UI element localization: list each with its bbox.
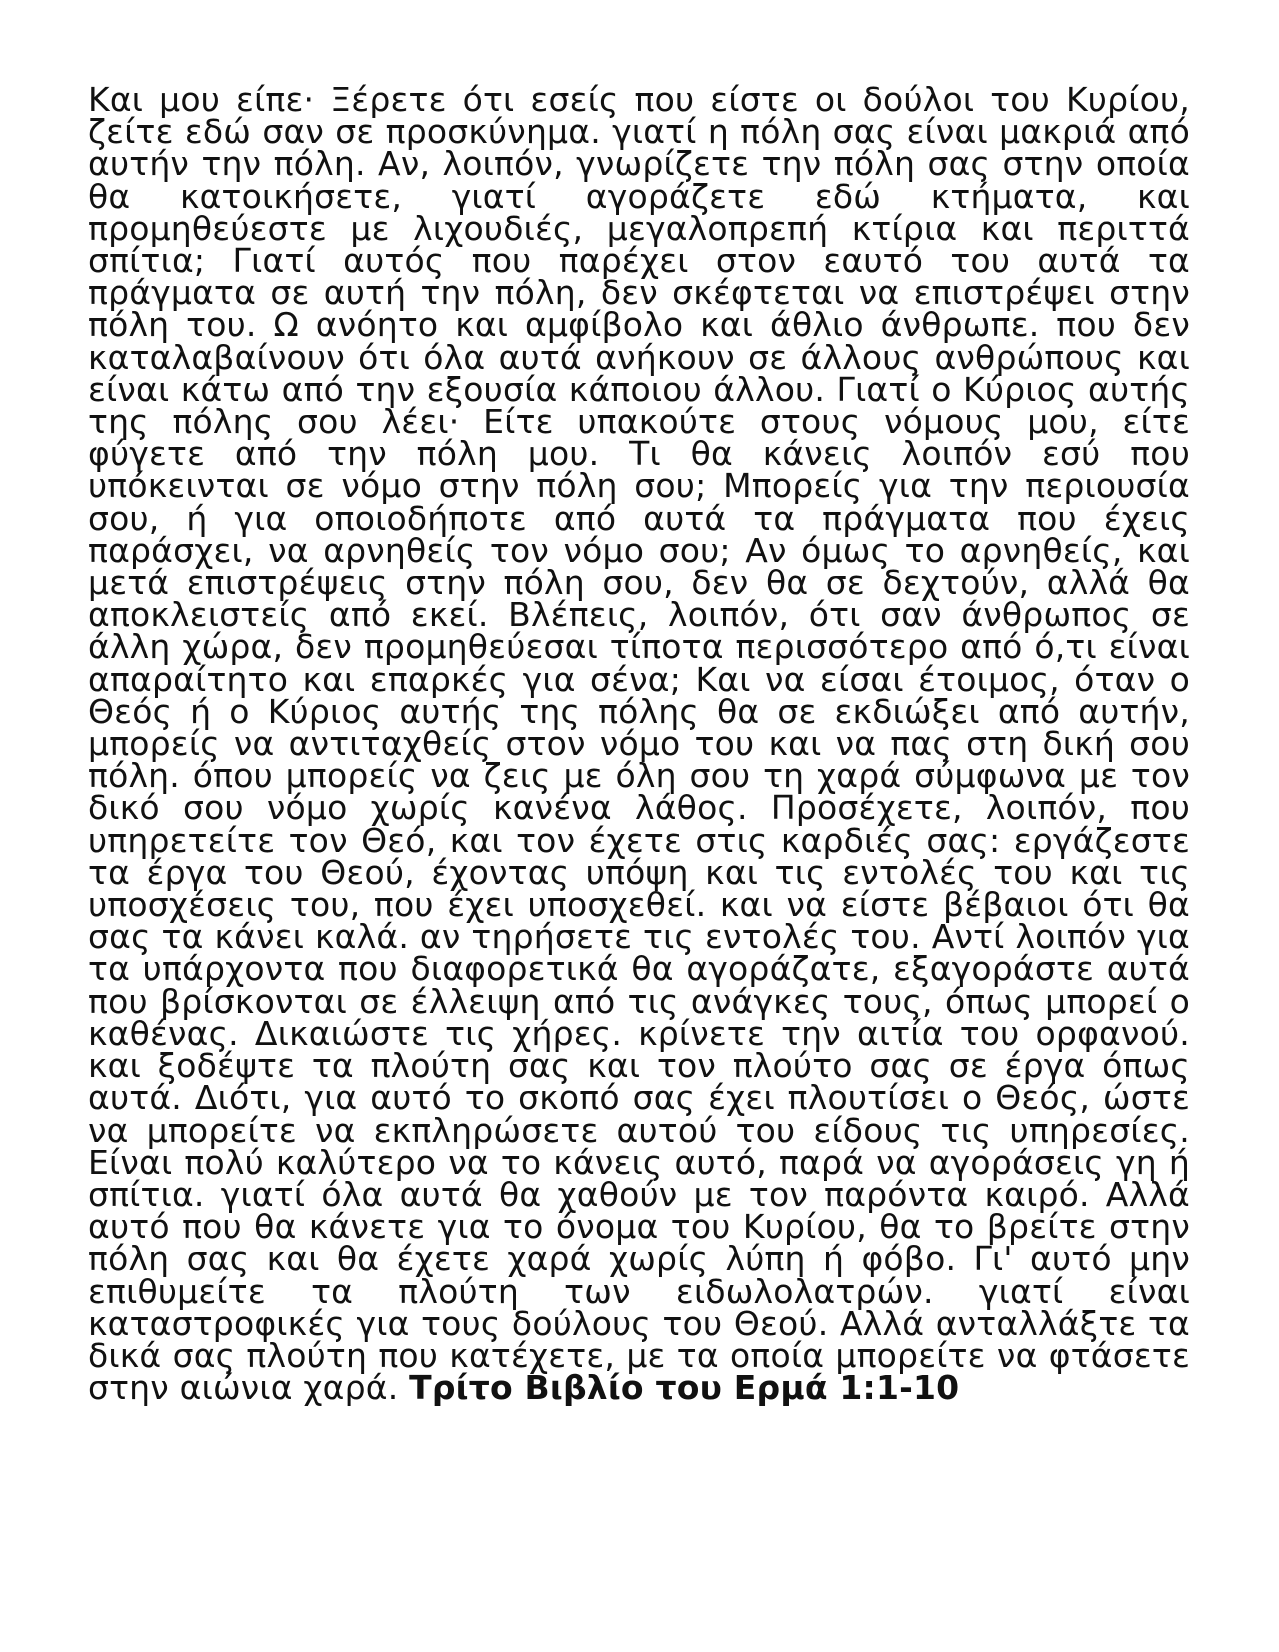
scripture-reference: Τρίτο Βιβλίο του Ερμά 1:1-10 [409, 1368, 960, 1408]
passage-body-text: Και μου είπε· Ξέρετε ότι εσείς που είστε οι δούλοι του Κυρίου, ζείτε εδώ σαν σε προσκύνημα. γιατί η πόλη σας είναι μακριά από αυτήν την πόλη. Αν, λοιπόν, γνωρίζετε την πόλη σας στην οποία θα κατοικήσετε, γιατί αγοράζετε εδώ κτήματα, και προμηθεύεστε με λιχουδιές, μεγαλοπρεπή κτίρια και περιττά σπίτια; Γιατί αυτός που παρέχει στον εαυτό του αυτά τα πράγματα σε αυτή την πόλη, δεν σκέφτεται να επιστρέψει στην πόλη του. Ω ανόητο και αμφίβολο και άθλιο άνθρωπε. που δεν καταλαβαίνουν ότι όλα αυτά ανήκουν σε άλλους ανθρώπους και είναι κάτω από την εξουσία κάποιου άλλου. Γιατί ο Κύριος αυτής της πόλης σου λέει· Είτε υπακούτε στους νόμους μου, είτε φύγετε από την πόλη μου. Τι θα κάνεις λοιπόν εσύ που υπόκεινται σε νόμο στην πόλη σου; Μπορείς για την περιουσία σου, ή για οποιοδήποτε από αυτά τα πράγματα που έχεις παράσχει, να αρνηθείς τον νόμο σου; Αν όμως το αρνηθείς, και μετά επιστρέψεις στην πόλη σου, δεν θα σε δεχτούν, αλλά θα αποκλειστείς από εκεί. Βλέπεις, λοιπόν, ότι σαν άνθρωπος σε άλλη χώρα, δεν προμηθεύεσαι τίποτα περισσότερο από ό,τι είναι απαραίτητο και επαρκές για σένα; Και να είσαι έτοιμος, όταν ο Θεός ή ο Κύριος αυτής της πόλης θα σε εκδιώξει από αυτήν, μπορείς να αντιταχθείς στον νόμο του και να πας στη δική σου πόλη. όπου μπορείς να ζεις με όλη σου τη χαρά σύμφωνα με τον δικό σου νόμο χωρίς κανένα λάθος. Προσέχετε, λοιπόν, που υπηρετείτε τον Θεό, και τον έχετε στις καρδιές σας: εργάζεστε τα έργα του Θεού, έχοντας υπόψη και τις εντολές του και τις υποσχέσεις του, που έχει υποσχεθεί. και να είστε βέβαιοι ότι θα σας τα κάνει καλά. αν τηρήσετε τις εντολές του. Αντί λοιπόν για τα υπάρχοντα που διαφορετικά θα αγοράζατε, εξαγοράστε αυτά που βρίσκονται σε έλλειψη από τις ανάγκες τους, όπως μπορεί ο καθένας. Δικαιώστε τις χήρες. κρίνετε την αιτία του ορφανού. και ξοδέψτε τα πλούτη σας και τον πλούτο σας σε έργα όπως αυτά. Διότι, για αυτό το σκοπό σας έχει πλουτίσει ο Θεός, ώστε να μπορείτε να εκπληρώσετε αυτού του είδους τις υπηρεσίες. Είναι πολύ καλύτερο να το κάνεις αυτό, παρά να αγοράσεις γη ή σπίτια. γιατί όλα αυτά θα χαθούν με τον παρόντα καιρό. Αλλά αυτό που θα κάνετε για το όνομα του Κυρίου, θα το βρείτε στην πόλη σας και θα έχετε χαρά χωρίς λύπη ή φόβο. Γι' αυτό μην επιθυμείτε τα πλούτη των ειδωλολατρών. γιατί είναι καταστροφικές για τους δούλους του Θεού. Αλλά ανταλλάξτε τα δικά σας πλούτη που κατέχετε, με τα οποία μπορείτε να φτάσετε στην αιώνια χαρά. [88, 80, 1190, 1408]
passage-paragraph [88, 80, 1190, 1408]
